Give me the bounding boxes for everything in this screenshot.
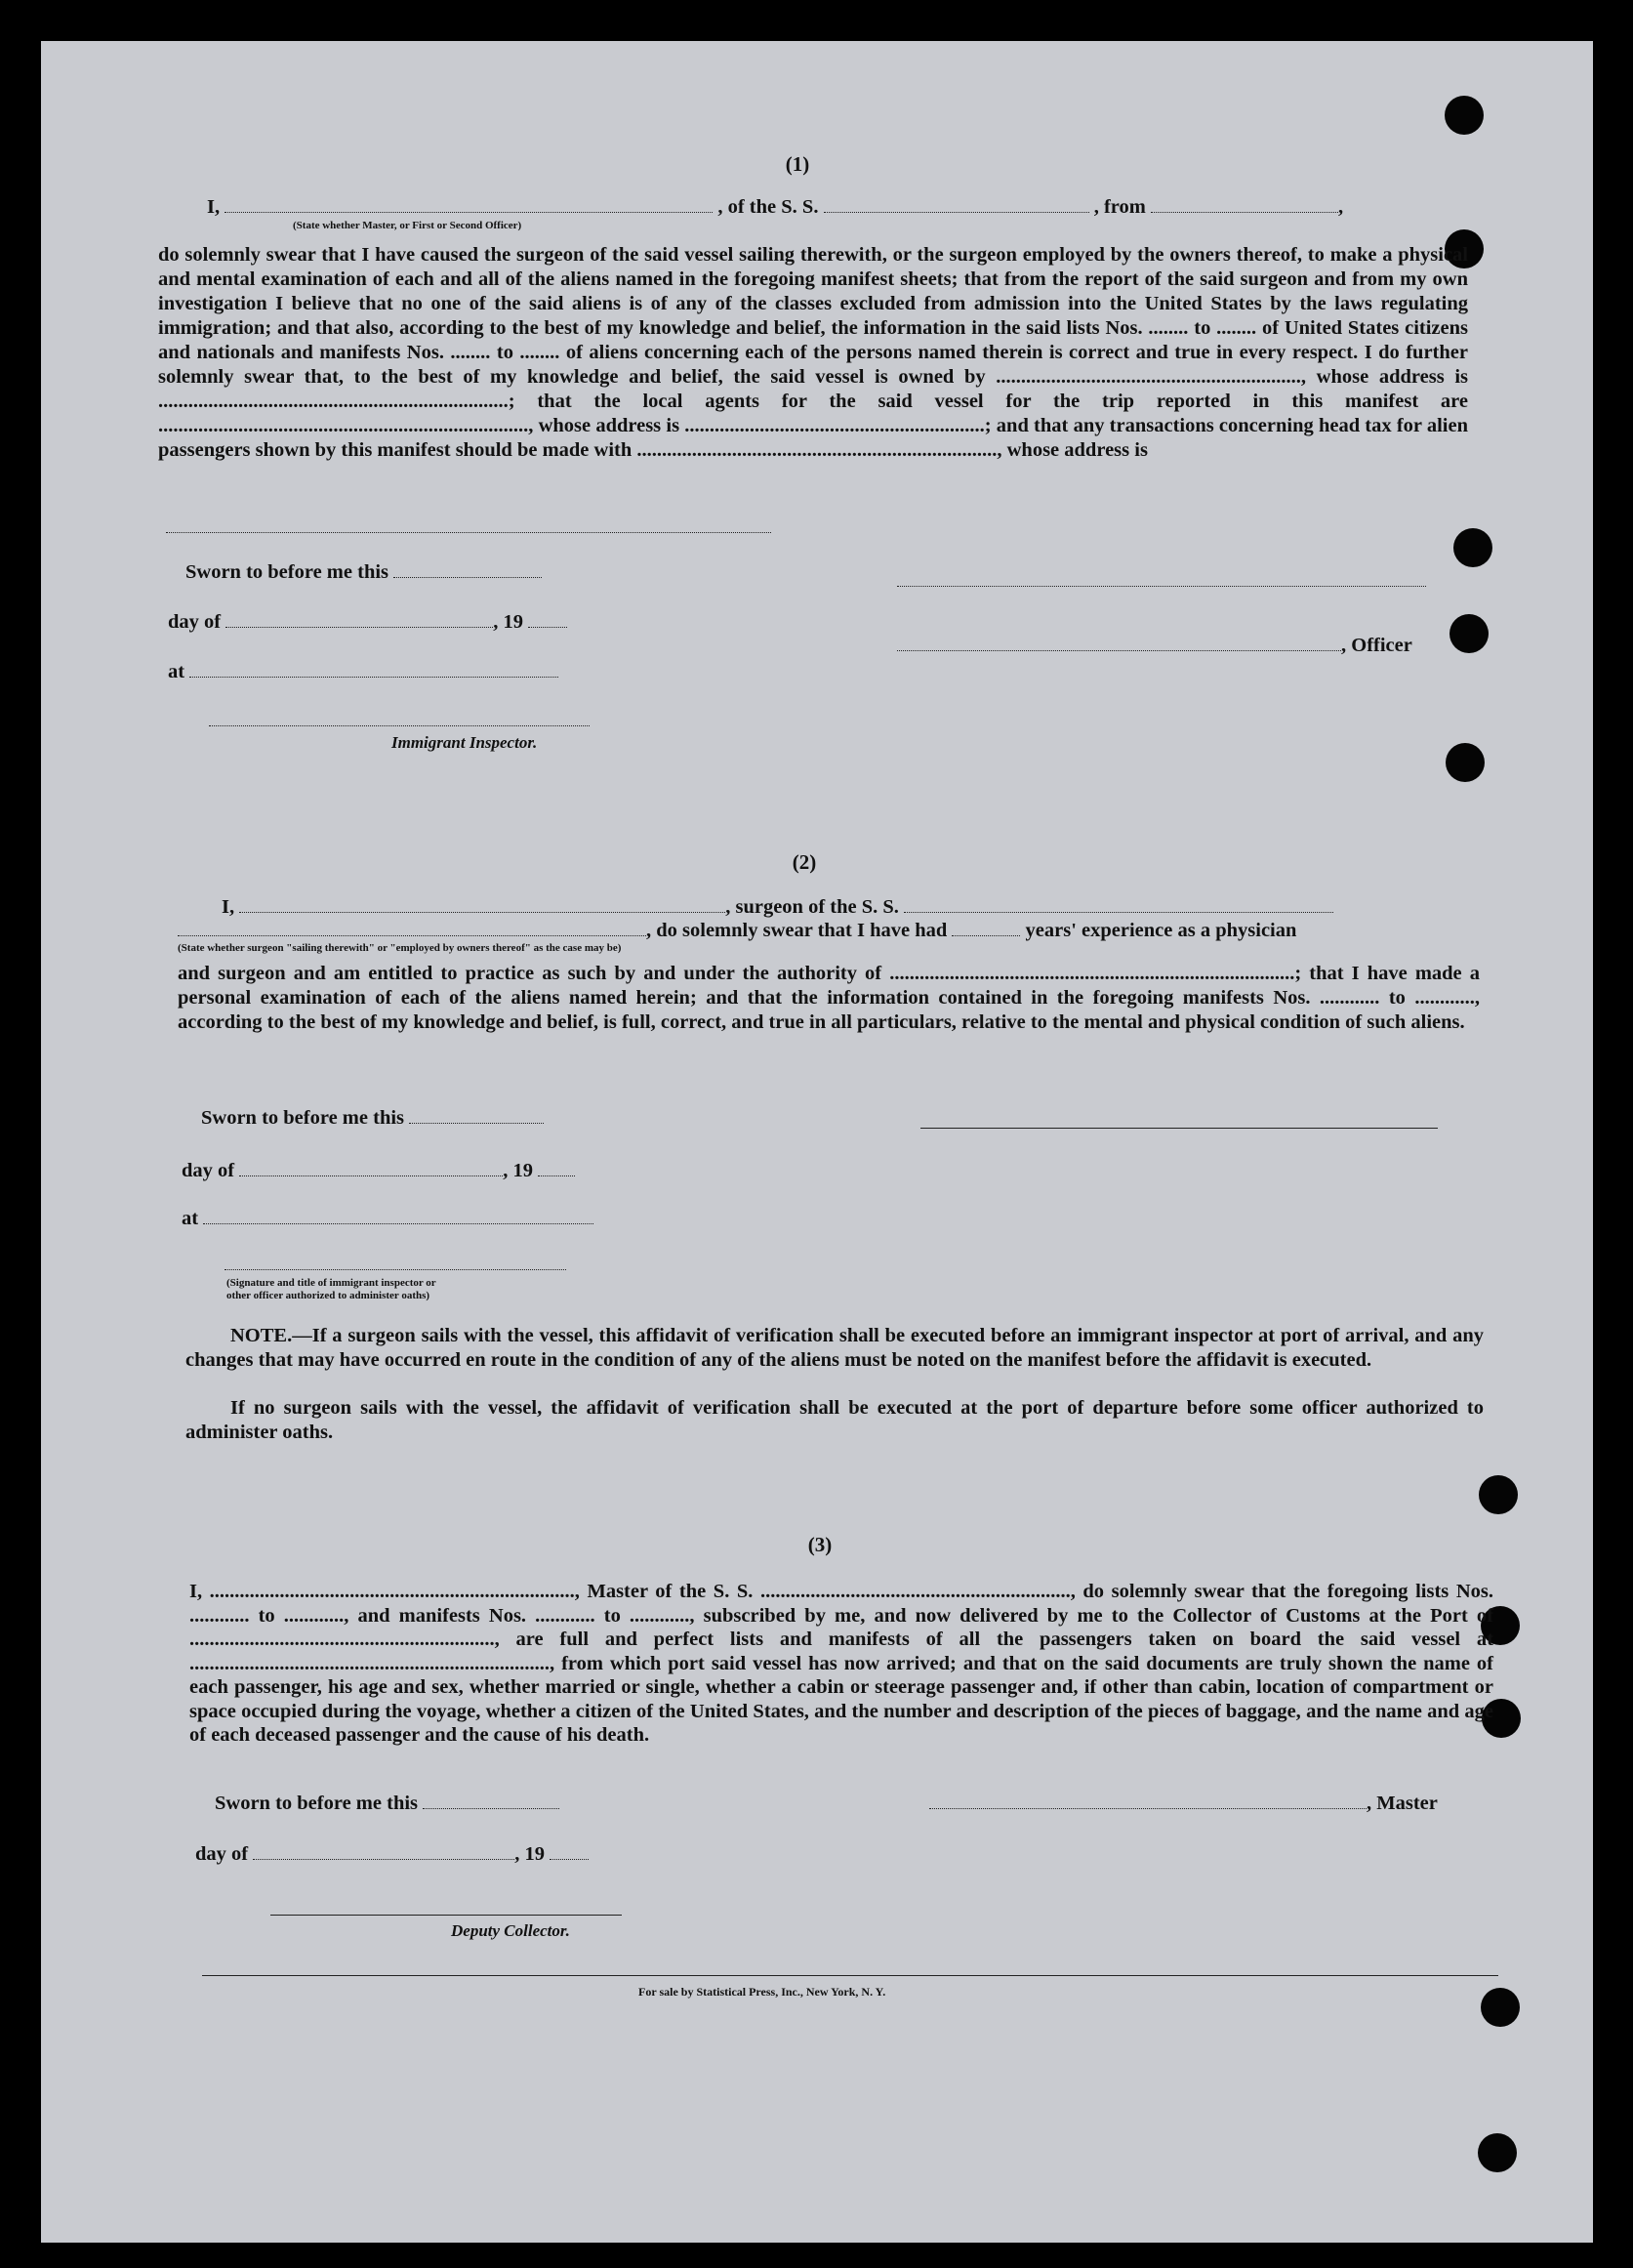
section-1-sworn (185, 560, 542, 585)
section-2-line2 (178, 919, 1296, 943)
location-field[interactable] (189, 676, 558, 678)
year-label: , 19 (493, 611, 523, 633)
year-label: , 19 (514, 1843, 545, 1865)
sworn-date-field[interactable] (393, 576, 542, 578)
section-1-number: (1) (785, 152, 810, 176)
inspector-signature-line[interactable] (225, 1269, 566, 1270)
at-label: at (168, 661, 185, 682)
from-port-field[interactable] (1151, 211, 1338, 213)
section-1-i: I, (207, 196, 221, 218)
deputy-collector-label: Deputy Collector. (451, 1921, 570, 1940)
section-1-comma: , (1337, 196, 1344, 218)
punch-hole (1445, 96, 1484, 135)
section-2-day-of (182, 1159, 575, 1183)
inspector-signature-line[interactable] (209, 725, 590, 726)
surgeon-vessel-field[interactable] (904, 911, 1333, 913)
officer-title-field[interactable] (897, 649, 1341, 651)
address-continuation-line[interactable] (166, 532, 771, 533)
sworn-label: Sworn to before me this (185, 561, 389, 583)
officer-name-field[interactable] (225, 211, 713, 213)
sworn-label: Sworn to before me this (215, 1793, 419, 1814)
footer-rule (202, 1975, 1498, 1976)
section-1-day-of (168, 610, 567, 635)
punch-hole (1481, 1988, 1520, 2027)
day-of-label: day of (182, 1160, 235, 1181)
officer-label: , Officer (1341, 635, 1412, 656)
year-field[interactable] (538, 1175, 575, 1176)
master-signature-field[interactable] (929, 1807, 1367, 1809)
section-2-i: I, (222, 896, 235, 918)
surgeon-of-ss: , surgeon of the S. S. (725, 896, 899, 918)
section-2-number: (2) (792, 850, 817, 874)
at-label: at (182, 1208, 199, 1229)
sworn-date-field[interactable] (423, 1807, 559, 1809)
section-3-oath-text: I, ........................................................................., Master of the S. S. .............................................................., do solemnly swear that the foregoing lists Nos. ............ to ............, and manifests Nos. ............ to ............, subscribed by me, and now delivered by me to the Collector of Customs at the Port of ............................................................., are full and perfect lists and manifests of all the passengers taken on board the said vessel at ........................................................................, from which port said vessel has now arrived; and that on the said documents are truly shown the name of each passenger, his age and sex, whether married or single, whether a cabin or steerage passenger and, if other than cabin, location of compartment or space occupied during the voyage, whether a citizen of the United States, and the number and description of the pieces of baggage, and the name and age of each deceased passenger and the cause of his death. (189, 1581, 1493, 1746)
day-of-label: day of (195, 1843, 249, 1865)
section-3-master-line (929, 1792, 1438, 1816)
surgeon-name-field[interactable] (239, 911, 725, 913)
day-month-field[interactable] (253, 1858, 514, 1860)
day-of-label: day of (168, 611, 222, 633)
section-2-at (182, 1207, 593, 1231)
immigrant-inspector-label: Immigrant Inspector. (391, 733, 538, 752)
sworn-label: Sworn to before me this (201, 1107, 405, 1129)
section-2-sworn (201, 1106, 544, 1131)
signature-note-1: (Signature and title of immigrant inspector or (226, 1277, 436, 1289)
years-experience-label: years' experience as a physician (1025, 920, 1297, 941)
surgeon-signature-line[interactable] (920, 1128, 1438, 1129)
section-1-from: , from (1093, 196, 1146, 218)
punch-hole (1453, 528, 1492, 567)
punch-hole (1446, 743, 1485, 782)
punch-hole (1479, 1475, 1518, 1514)
section-1-opening-line (207, 195, 1343, 220)
section-3-sworn (215, 1792, 559, 1816)
section-2-line1 (222, 895, 1333, 920)
form-page (41, 41, 1593, 2243)
note-paragraph-2: If no surgeon sails with the vessel, the affidavit of verification shall be executed at the port of departure before some officer authorized to administer oaths. (185, 1397, 1484, 1443)
officer-signature-line[interactable] (897, 586, 1426, 587)
footer-imprint: For sale by Statistical Press, Inc., New York, N. Y. (638, 1985, 886, 1999)
year-label: , 19 (503, 1160, 533, 1181)
day-month-field[interactable] (225, 626, 493, 628)
section-3-day-of (195, 1842, 589, 1867)
section-3-number: (3) (807, 1533, 833, 1556)
collector-signature-line[interactable] (270, 1915, 622, 1916)
punch-hole (1449, 614, 1489, 653)
section-1-oath-text: do solemnly swear that I have caused the surgeon of the said vessel sailing therewith, or the surgeon employed by the owners thereof, to make a physical and mental examination of each and all of the aliens named in the foregoing manifest sheets; that from the report of the said surgeon and from my own investigation I believe that no one of the said aliens is of any of the classes excluded from admission into the United States by the laws regulating immigration; and that also, according to the best of my knowledge and belief, the information in the said lists Nos. ........ to ........ of United States citizens and nationals and manifests Nos. ........ to ........ of aliens concerning each of the persons named therein is correct and true in every respect. I do further solemnly swear that, to the best of my knowledge and belief, the said vessel is owned by ............................................................., whose address is ......................................................................; that the local agents for the said vessel for the trip reported in this manifest are .........................................................................., whose address is ............................................................; and that any transactions concerning head tax for alien passengers shown by this manifest should be made with ........................................................................, whose address is (158, 244, 1468, 461)
section-1-of-ss: , of the S. S. (717, 196, 819, 218)
day-month-field[interactable] (239, 1175, 503, 1176)
section-1-at (168, 660, 558, 684)
punch-hole (1478, 2133, 1517, 2172)
officer-rank-note: (State whether Master, or First or Second Officer) (293, 220, 522, 231)
sworn-date-field[interactable] (409, 1122, 544, 1124)
years-experience-field[interactable] (952, 934, 1020, 936)
year-field[interactable] (550, 1858, 589, 1860)
solemnly-swear-label: , do solemnly swear that I have had (646, 920, 948, 941)
year-field[interactable] (528, 626, 567, 628)
location-field[interactable] (203, 1222, 593, 1224)
surgeon-status-field[interactable] (178, 934, 646, 936)
master-label: , Master (1367, 1793, 1438, 1814)
signature-note-2: other officer authorized to administer oaths) (226, 1290, 430, 1301)
surgeon-status-note: (State whether surgeon "sailing therewith" or "employed by owners thereof" as the case may be) (178, 942, 622, 954)
section-1-officer-line (897, 634, 1412, 658)
vessel-name-field[interactable] (824, 211, 1089, 213)
note-paragraph-1: NOTE.—If a surgeon sails with the vessel, this affidavit of verification shall be executed before an immigrant inspector at port of arrival, and any changes that may have occurred en route in the condition of any of the aliens must be noted on the manifest before the affidavit is executed. (185, 1325, 1484, 1371)
section-2-oath-text: and surgeon and am entitled to practice as such by and under the authority of .................................................................................; that I have made a personal examination of each of the aliens named herein; and that the information contained in the foregoing manifests Nos. ............ to ............, according to the best of my knowledge and belief, is full, correct, and true in all particulars, relative to the mental and physical condition of such aliens. (178, 963, 1480, 1033)
